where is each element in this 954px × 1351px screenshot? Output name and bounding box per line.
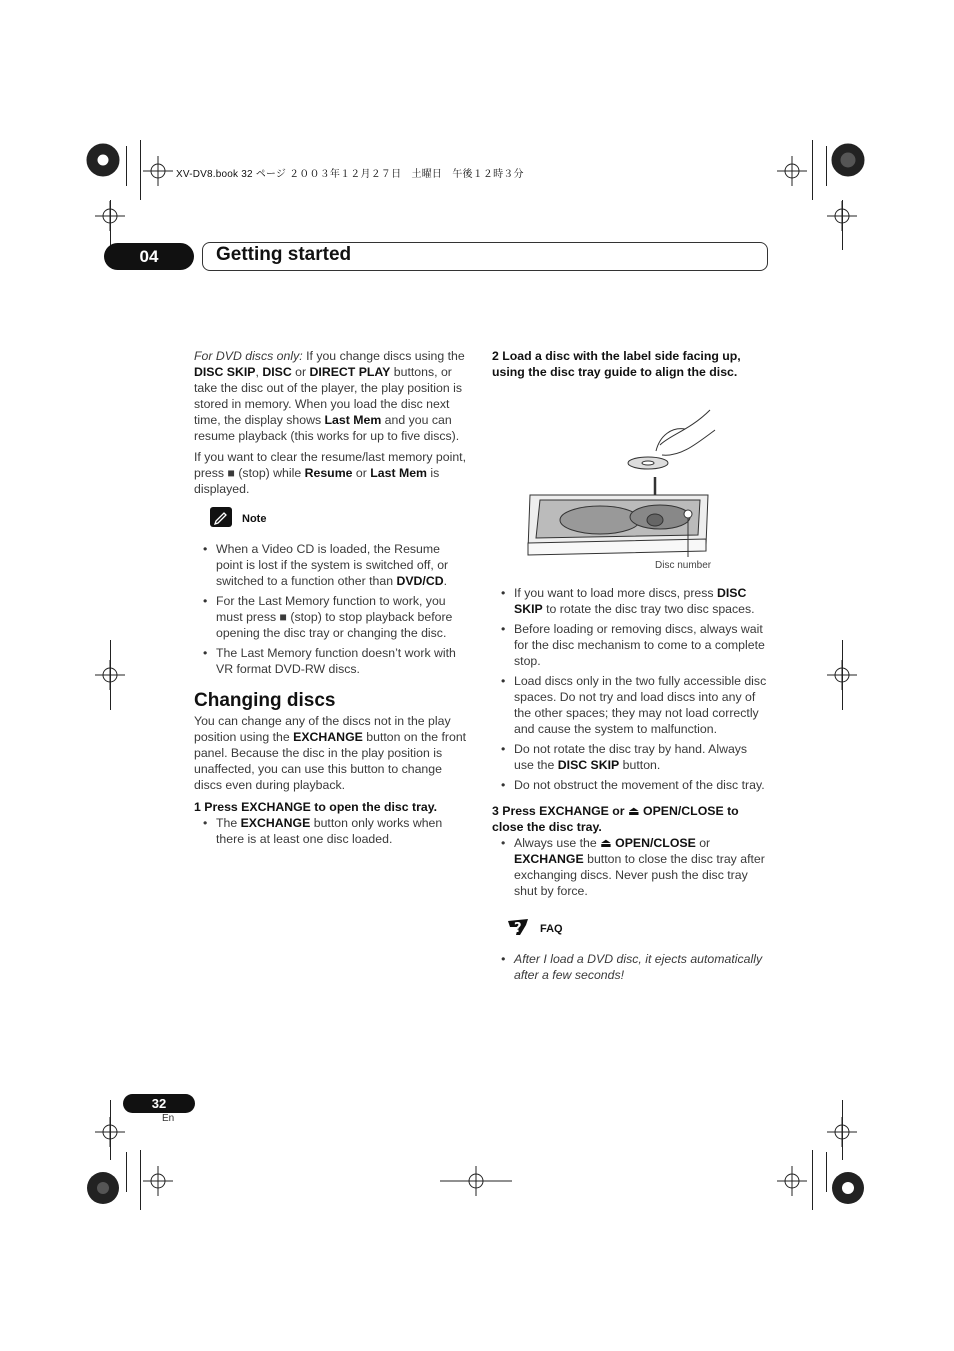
step-3-note: • Always use the ⏏ OPEN/CLOSE or EXCHANGE button to close the disc tray after exchanging discs. Never push the disc tray shut by force. — [492, 835, 768, 899]
target-mark-top-left — [87, 144, 119, 176]
bold-term: DISC SKIP — [514, 586, 747, 616]
target-mark-bottom-left — [87, 1172, 119, 1204]
bold-term: EXCHANGE — [240, 816, 311, 830]
tip-item: • Before loading or removing discs, always wait for the disc mechanism to come to a complete stop. — [492, 621, 768, 669]
page-number: 32 — [123, 1094, 195, 1113]
faq-item: • After I load a DVD disc, it ejects automatically after a few seconds! — [492, 951, 768, 983]
note-item: • When a Video CD is loaded, the Resume point is lost if the system is switched off, or switched to a function other than DVD/CD. — [194, 541, 470, 589]
tip-item: • Do not rotate the disc tray by hand. Always use the DISC SKIP button. — [492, 741, 768, 773]
step-1-note: • The EXCHANGE button only works when there is at least one disc loaded. — [194, 815, 470, 847]
right-column-bottom — [492, 585, 768, 987]
svg-text:?: ? — [514, 921, 522, 936]
bold-term: DISC SKIP — [194, 365, 256, 379]
step-1: 1 Press EXCHANGE to open the disc tray. — [194, 800, 438, 814]
page-language: En — [162, 1113, 175, 1124]
faq-list — [492, 951, 768, 983]
file-header: XV-DV8.book 32 ページ ２００３年１２月２７日 土曜日 午後１２時３分 — [176, 169, 524, 180]
bold-term: DVD/CD — [396, 574, 444, 588]
bold-term: DIRECT PLAY — [309, 365, 391, 379]
italic-term: For DVD discs only: — [194, 349, 303, 363]
faq-question-icon — [506, 917, 532, 941]
tip-item: • Do not obstruct the movement of the disc tray. — [492, 777, 768, 793]
note-list — [194, 541, 470, 677]
target-mark-top-right — [832, 144, 864, 176]
tip-item: • Load discs only in the two fully accessible disc spaces. Do not try and load discs into any of the other spaces; they may not load correctly and cause the system to malfunction. — [492, 673, 768, 737]
paragraph-resume-info: For DVD discs only: If you change discs using the DISC SKIP, DISC or DIRECT PLAY buttons, or take the disc out of the player, the play position is stored in memory. When you load the disc next time, the display shows Last Mem and you can resume playback (this works for up to five discs). — [194, 349, 465, 443]
note-item: • The Last Memory function doesn’t work with VR format DVD-RW discs. — [194, 645, 470, 677]
chapter-number: 04 — [104, 243, 194, 270]
paragraph-exchange: You can change any of the discs not in the play position using the EXCHANGE button on the front panel. Because the disc in the play position is unaffected, you can use this button to change discs even during playback. — [194, 714, 467, 792]
note-header — [194, 507, 470, 533]
bold-term: Last Mem — [370, 466, 427, 480]
bold-term: Last Mem — [324, 413, 382, 427]
bold-term: ⏏ OPEN/CLOSE — [600, 836, 696, 850]
bold-term: EXCHANGE — [514, 852, 584, 866]
note-pencil-icon — [210, 507, 232, 527]
tip-item: • If you want to load more discs, press DISC SKIP to rotate the disc tray two disc spaces. — [492, 585, 768, 617]
faq-label: FAQ — [540, 923, 563, 935]
faq-header — [492, 917, 768, 943]
paragraph-clear-memory: If you want to clear the resume/last memory point, press ■ (stop) while Resume or Last Mem is displayed. — [194, 450, 467, 496]
bold-term: EXCHANGE — [293, 730, 363, 744]
bold-term: Resume — [304, 466, 353, 480]
left-column — [194, 348, 470, 847]
right-column-top — [492, 348, 768, 380]
note-item: • For the Last Memory function to work, you must press ■ (stop) to stop playback before opening the disc tray or changing the disc. — [194, 593, 470, 641]
target-mark-bottom-right — [832, 1172, 864, 1204]
step-2: 2 Load a disc with the label side facing up, using the disc tray guide to align the disc. — [492, 349, 741, 379]
disc-number-caption: Disc number — [655, 560, 712, 571]
section-heading-changing-discs: Changing discs — [194, 690, 336, 711]
disc-tray-illustration — [520, 405, 720, 575]
bold-term: DISC — [262, 365, 292, 379]
loading-tips-list — [492, 585, 768, 793]
chapter-title: Getting started — [216, 244, 352, 265]
bold-term: DISC SKIP — [557, 758, 620, 772]
note-label: Note — [242, 513, 267, 525]
step-3: 3 Press EXCHANGE or ⏏ OPEN/CLOSE to close the disc tray. — [492, 804, 739, 834]
